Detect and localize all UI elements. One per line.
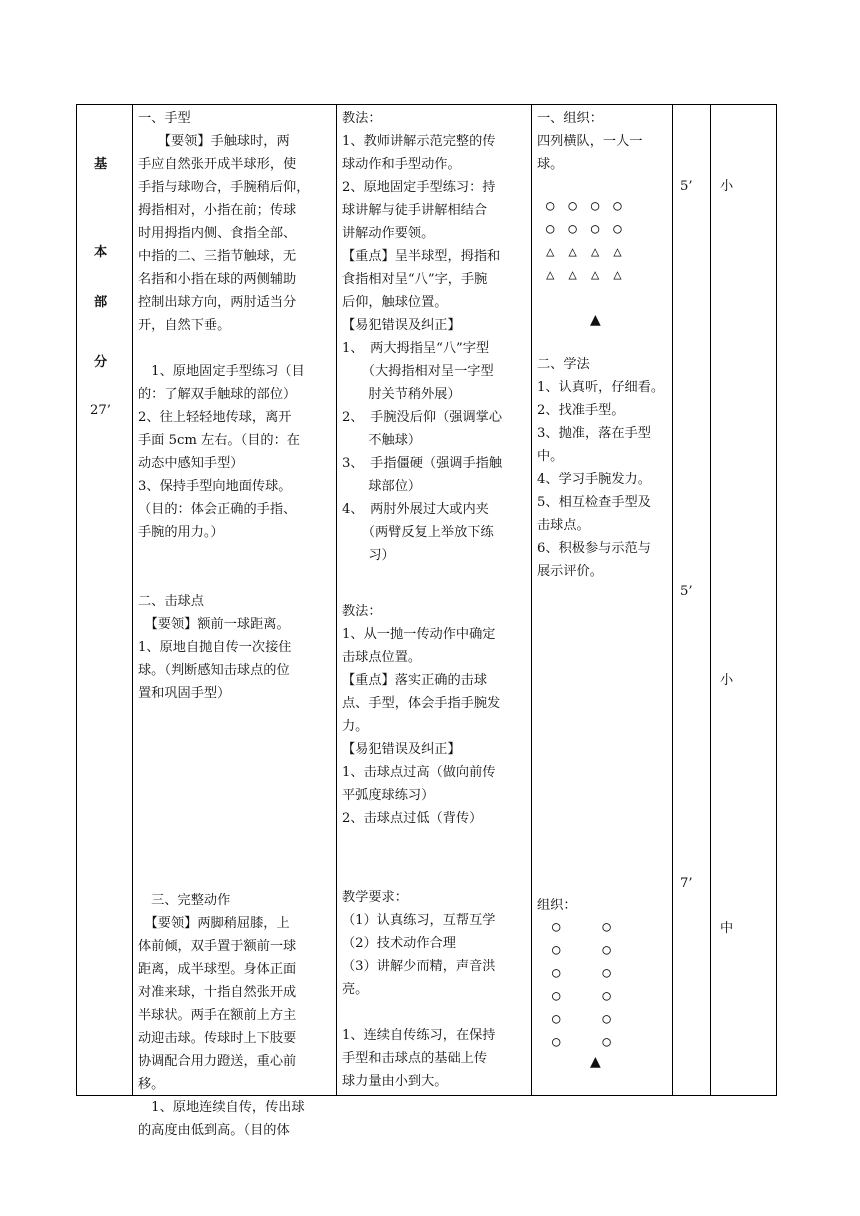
teacher-marker: ▲ bbox=[590, 1054, 601, 1070]
method-line: 亮。 bbox=[342, 982, 369, 997]
method-line: 球力量由小到大。 bbox=[342, 1074, 448, 1089]
content-line: 球。（判断感知击球点的位 bbox=[138, 663, 290, 678]
method-line: 教法： bbox=[342, 111, 382, 126]
method-line: 【重点】落实正确的击球 bbox=[342, 673, 488, 688]
content-line: 1、原地自抛自传一次接住 bbox=[138, 640, 292, 655]
study-method-line: 击球点。 bbox=[537, 518, 590, 533]
study-method-line: 二、学法 bbox=[537, 357, 590, 372]
method-line: 1、从一抛一传动作中确定 bbox=[342, 627, 496, 642]
method-line: 球讲解与徒手讲解相结合 bbox=[342, 203, 488, 218]
content-line: 【要领】两脚稍屈膝，上 bbox=[138, 916, 290, 931]
content-line: 1、原地连续自传，传出球 bbox=[138, 1100, 305, 1115]
formation-row-2: ○ ○ bbox=[552, 942, 611, 958]
intensity-value: 中 bbox=[720, 921, 734, 936]
content-line: 移。 bbox=[138, 1077, 165, 1092]
content-line: 协调配合用力蹬送，重心前 bbox=[138, 1054, 297, 1069]
content-line: 中指的二、三指节触球，无 bbox=[138, 249, 297, 264]
time-column bbox=[673, 105, 711, 1096]
method-line: 平弧度球练习） bbox=[342, 788, 435, 803]
method-line: 肘关节稍外展） bbox=[342, 387, 461, 402]
method-line: 教法： bbox=[342, 604, 382, 619]
method-column bbox=[337, 105, 532, 1096]
study-method-line: 6、积极参与示范与 bbox=[537, 541, 651, 556]
method-line: 2、 手腕没后仰（强调掌心 bbox=[342, 410, 503, 425]
method-line: 【易犯错误及纠正】 bbox=[342, 318, 461, 333]
section-label-char: 部 bbox=[94, 295, 108, 310]
section-label-char: 基 bbox=[94, 157, 108, 172]
content-line: 动迎击球。传球时上下肢要 bbox=[138, 1031, 297, 1046]
organization-column bbox=[532, 105, 673, 1096]
content-line: 【要领】手触球时，两 bbox=[138, 134, 290, 149]
content-line: （目的：体会正确的手指、 bbox=[138, 502, 297, 517]
method-line: 3、 手指僵硬（强调手指触 bbox=[342, 456, 503, 471]
content-line: 开，自然下垂。 bbox=[138, 318, 231, 333]
content-line: 拇指相对，小指在前；传球 bbox=[138, 203, 297, 218]
content-line: 手应自然张开成半球形，使 bbox=[138, 157, 297, 172]
section-column bbox=[77, 105, 133, 1096]
method-line: 【重点】呈半球型，拇指和 bbox=[342, 249, 501, 264]
organization-line: 一、组织： bbox=[537, 111, 603, 126]
method-line: 2、击球点过低（背传） bbox=[342, 811, 483, 826]
section-time: 27’ bbox=[90, 403, 111, 418]
method-line: 力。 bbox=[342, 719, 369, 734]
study-method-line: 1、认真听，仔细看。 bbox=[537, 380, 665, 395]
study-method-line: 3、抛准，落在手型 bbox=[537, 426, 651, 441]
formation-row-2: ○ ○ bbox=[552, 988, 611, 1004]
content-column bbox=[133, 105, 337, 1138]
organization-line: 四列横队，一人一 bbox=[537, 134, 643, 149]
organization-line: 球。 bbox=[537, 157, 564, 172]
study-method-line: 5、相互检查手型及 bbox=[537, 495, 651, 510]
method-line: （大拇指相对呈一字型 bbox=[342, 364, 494, 379]
content-line: 手腕的用力。） bbox=[138, 525, 224, 540]
method-line: 球部位） bbox=[342, 479, 422, 494]
formation-row-1: △ △ △ △ bbox=[546, 244, 622, 260]
method-line: 1、教师讲解示范完整的传 bbox=[342, 134, 496, 149]
study-method-line: 展示评价。 bbox=[537, 564, 603, 579]
duration-value: 5’ bbox=[680, 584, 693, 599]
teacher-marker: ▲ bbox=[590, 312, 601, 328]
intensity-column bbox=[711, 105, 777, 1096]
method-line: 食指相对呈“八”字，手腕 bbox=[342, 272, 488, 287]
method-line: 【易犯错误及纠正】 bbox=[342, 742, 461, 757]
method-line: 1、 两大拇指呈“八”字型 bbox=[342, 341, 490, 356]
method-line: 点、手型，体会手指手腕发 bbox=[342, 696, 501, 711]
duration-value: 5’ bbox=[680, 179, 693, 194]
study-method-line: 4、学习手腕发力。 bbox=[537, 472, 651, 487]
content-line: 半球状。两手在额前上方主 bbox=[138, 1008, 297, 1023]
content-line: 置和巩固手型） bbox=[138, 686, 231, 701]
method-line: 不触球） bbox=[342, 433, 422, 448]
formation-row-2: ○ ○ bbox=[552, 965, 611, 981]
formation-row-1: △ △ △ △ bbox=[546, 267, 622, 283]
content-line: 体前倾，双手置于额前一球 bbox=[138, 939, 297, 954]
method-line: 1、连续自传练习，在保持 bbox=[342, 1028, 496, 1043]
method-line: 击球点位置。 bbox=[342, 650, 422, 665]
method-line: （两臂反复上举放下练 bbox=[342, 525, 494, 540]
content-line: 的高度由低到高。（目的体 bbox=[138, 1123, 290, 1138]
method-line: 习） bbox=[342, 548, 395, 563]
content-line: 1、原地固定手型练习（目 bbox=[138, 364, 305, 379]
content-line: 手指与球吻合，手腕稍后仰， bbox=[138, 180, 310, 195]
formation-row-1: ○ ○ ○ ○ bbox=[546, 221, 622, 237]
method-line: 后仰，触球位置。 bbox=[342, 295, 448, 310]
formation-row-2: ○ ○ bbox=[552, 919, 611, 935]
content-line: 时用拇指内侧、食指全部、 bbox=[138, 226, 297, 241]
method-line: 球动作和手型动作。 bbox=[342, 157, 461, 172]
method-line: 教学要求： bbox=[342, 890, 408, 905]
formation-row-1: ○ ○ ○ ○ bbox=[546, 198, 622, 214]
section-label-char: 本 bbox=[94, 245, 108, 260]
section-label-char: 分 bbox=[94, 355, 108, 370]
content-line: 【要领】额前一球距离。 bbox=[138, 617, 290, 632]
content-line: 3、保持手型向地面传球。 bbox=[138, 479, 292, 494]
intensity-value: 小 bbox=[720, 179, 734, 194]
study-method-line: 中。 bbox=[537, 449, 564, 464]
content-line: 动态中感知手型） bbox=[138, 456, 244, 471]
method-line: 4、 两肘外展过大或内夹 bbox=[342, 502, 489, 517]
content-line: 名指和小指在球的两侧辅助 bbox=[138, 272, 297, 287]
organization-label-2: 组织： bbox=[537, 898, 577, 913]
content-line: 手面 5cm 左右。（目的：在 bbox=[138, 433, 300, 448]
method-line: 2、原地固定手型练习：持 bbox=[342, 180, 496, 195]
content-line: 2、往上轻轻地传球，离开 bbox=[138, 410, 292, 425]
content-line: 三、完整动作 bbox=[138, 893, 231, 908]
lesson-plan-table bbox=[76, 104, 777, 1138]
content-line: 一、手型 bbox=[138, 111, 191, 126]
duration-value: 7’ bbox=[680, 876, 693, 891]
content-line: 的：了解双手触球的部位） bbox=[138, 387, 297, 402]
method-line: 1、击球点过高（做向前传 bbox=[342, 765, 496, 780]
formation-row-2: ○ ○ bbox=[552, 1034, 611, 1050]
content-line: 对准来球，十指自然张开成 bbox=[138, 985, 297, 1000]
content-line: 二、击球点 bbox=[138, 594, 204, 609]
content-line: 距离，成半球型。身体正面 bbox=[138, 962, 297, 977]
method-line: 讲解动作要领。 bbox=[342, 226, 435, 241]
formation-row-2: ○ ○ bbox=[552, 1011, 611, 1027]
content-line: 控制出球方向，两肘适当分 bbox=[138, 295, 297, 310]
method-line: （1）认真练习，互帮互学 bbox=[342, 913, 496, 928]
study-method-line: 2、找准手型。 bbox=[537, 403, 625, 418]
intensity-value: 小 bbox=[720, 673, 734, 688]
method-line: （2）技术动作合理 bbox=[342, 936, 456, 951]
method-line: 手型和击球点的基础上传 bbox=[342, 1051, 488, 1066]
method-line: （3）讲解少而精，声音洪 bbox=[342, 959, 496, 974]
